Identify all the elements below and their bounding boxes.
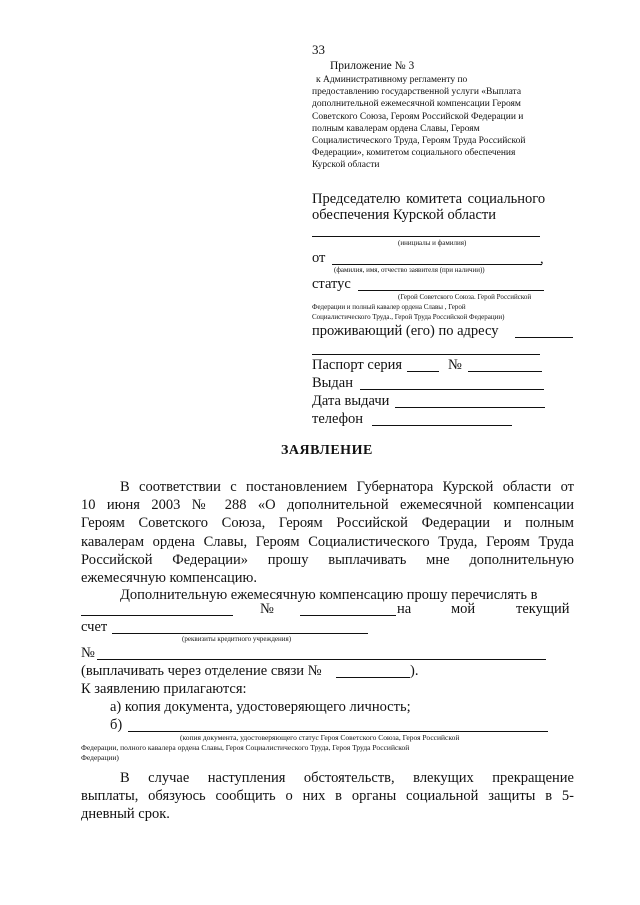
appendix-title: Приложение № 3: [330, 60, 415, 72]
attachment-b: б): [110, 717, 123, 733]
post-office-line[interactable]: [336, 677, 410, 678]
post-office-prefix: (выплачивать через отделение связи №: [81, 663, 322, 679]
appendix-line: Социалистического Труда, Героям Труда Российской: [312, 136, 526, 147]
account-line[interactable]: [112, 633, 368, 634]
appendix-line: дополнительной ежемесячной компенсации Героям: [312, 99, 521, 110]
paragraph-line: Героям Советского Союза, Героям Российской Федерации и полным: [81, 515, 574, 532]
attachment-b-caption-2: Федерации, полного кавалера ордена Славы, Героя Социалистического Труда, Героя Труда Российской: [81, 743, 410, 752]
paragraph-line: В случае наступления обстоятельств, влекущих прекращение: [120, 770, 574, 786]
bank-name-line[interactable]: [81, 615, 233, 616]
post-office-suffix: ).: [410, 663, 419, 679]
page-number: 33: [312, 42, 325, 57]
addressee-line-1: Председателю комитета социального: [312, 191, 546, 207]
status-line[interactable]: [358, 290, 544, 291]
status-caption-3: Социалистического Труда., Герой Труда Российской Федерации): [312, 313, 505, 321]
paragraph-line: 10 июня 2003 № 288 «О дополнительной ежемесячной компенсации: [81, 497, 574, 514]
residing-line-1[interactable]: [515, 337, 573, 338]
phone-line[interactable]: [372, 425, 512, 426]
attachments-intro: К заявлению прилагаются:: [81, 681, 247, 697]
paragraph-line: В соответствии с постановлением Губернатора Курской области от: [120, 479, 574, 495]
appendix-line: предоставлению государственной услуги «Выплата: [312, 87, 522, 98]
passport-series-line[interactable]: [407, 371, 439, 372]
paragraph-line: кавалерам ордена Славы, Героям Социалистического Труда, Героям Труда: [81, 533, 574, 550]
passport-no-line[interactable]: [468, 371, 542, 372]
transfer-moi: мой: [451, 601, 476, 617]
appendix-line: Советского Союза, Героям Российской Федерации и: [312, 111, 524, 122]
number-label: №: [81, 645, 95, 661]
status-caption-2: Федерации и полный кавалер ордена Славы , Герой: [312, 303, 466, 311]
from-comma: ,: [540, 251, 544, 267]
paragraph-3: [81, 769, 574, 824]
from-line[interactable]: [332, 264, 542, 265]
transfer-current: текущий: [516, 601, 570, 617]
attachment-b-caption-3: Федерации): [81, 753, 119, 762]
attachment-b-caption-1: (копия документа, удостоверяющего статус Героя Советского Союза, Героя Российской: [180, 733, 460, 742]
appendix-line: к Административному регламенту по: [316, 75, 468, 85]
issue-date-line[interactable]: [395, 407, 545, 408]
passport-label: Паспорт серия: [312, 357, 403, 373]
residing-label: проживающий (его) по адресу: [312, 323, 499, 339]
addressee-line-2: обеспечения Курской области: [312, 207, 496, 223]
transfer-no-line[interactable]: [300, 615, 396, 616]
document-heading: ЗАЯВЛЕНИЕ: [281, 443, 373, 458]
appendix-line: Курской области: [312, 160, 380, 171]
status-caption-1: (Герой Советского Союза. Герой Российской: [398, 293, 532, 301]
appendix-line: Федерации», комитетом социального обеспечения: [312, 148, 516, 159]
initials-caption: (инициалы и фамилия): [398, 239, 467, 247]
paragraph-1: [81, 478, 574, 587]
transfer-line: Дополнительную ежемесячную компенсацию прошу перечислять в: [120, 587, 538, 603]
phone-label: телефон: [312, 411, 364, 427]
number-line[interactable]: [97, 659, 546, 660]
account-label: счет: [81, 619, 108, 635]
passport-no-label: №: [448, 357, 462, 373]
initials-line[interactable]: [312, 236, 540, 237]
attachment-a: а) копия документа, удостоверяющего личность;: [110, 699, 411, 715]
from-label: от: [312, 250, 326, 266]
issue-date-label: Дата выдачи: [312, 393, 390, 409]
attachment-b-line[interactable]: [128, 731, 548, 732]
bank-caption: (реквизиты кредитного учреждения): [182, 635, 292, 643]
residing-line-2[interactable]: [312, 354, 540, 355]
from-caption: (фамилия, имя, отчество заявителя (при наличии)): [334, 266, 485, 274]
appendix-text: [312, 74, 526, 172]
appendix-line: полным кавалерам ордена Славы, Героям: [312, 123, 480, 134]
paragraph-line: выплаты, обязуюсь сообщить о них в органы социальной защиты в 5-: [81, 788, 574, 805]
paragraph-line: Российской Федерации» прошу выплачивать мне дополнительную: [81, 551, 574, 568]
paragraph-line: ежемесячную компенсацию.: [81, 570, 257, 587]
paragraph-line: дневный срок.: [81, 806, 170, 823]
issued-line[interactable]: [360, 389, 544, 390]
transfer-no-label: №: [260, 601, 274, 617]
transfer-na: на: [397, 601, 412, 617]
status-label: статус: [312, 276, 351, 292]
issued-label: Выдан: [312, 375, 353, 391]
